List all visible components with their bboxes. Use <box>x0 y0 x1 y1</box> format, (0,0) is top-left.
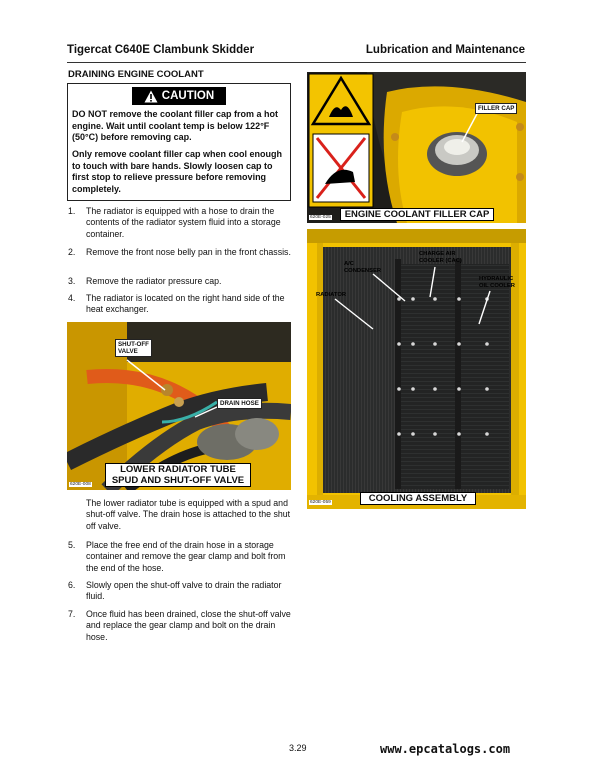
step-text: The radiator is located on the right hand side of the heat exchanger. <box>86 293 285 315</box>
step-number: 7. <box>68 609 76 619</box>
step-text: Slowly open the shut-off valve to drain the radiator fluid. <box>86 580 282 602</box>
cooling-assembly-illustration <box>307 229 526 509</box>
photo-lower-radiator-tube <box>67 322 291 490</box>
label-radiator: RADIATOR <box>316 292 347 298</box>
step-text: Place the free end of the drain hose in a storage container and remove the gear clamp and bolt from the end of the hose. <box>86 540 286 573</box>
callout-drain-hose: DRAIN HOSE <box>217 398 262 409</box>
step-text: Once fluid has been drained, close the shut-off valve and replace the gear clamp and bolt on the drain hose. <box>86 609 291 642</box>
step-text: Remove the front nose belly pan in the front chassis. <box>86 247 291 257</box>
step-number: 1. <box>68 206 76 216</box>
photo-id: 620E-059 <box>310 500 331 505</box>
caution-text-1: DO NOT remove the coolant filler cap from a hot engine. Wait until coolant temp is below 122°F (50°C) before removing cap. <box>72 109 279 142</box>
photo-id: 620E-008 <box>70 482 91 487</box>
step-text: Remove the radiator pressure cap. <box>86 276 222 286</box>
step-text: The radiator is equipped with a hose to drain the contents of the radiator system fluid into a storage container. <box>86 206 281 239</box>
step-number: 3. <box>68 276 76 286</box>
caution-text-2: Only remove coolant filler cap when cool enough to touch with bare hands. Slowly loosen cap to first stop to relieve pressure before removing completely. <box>72 149 283 194</box>
photo-id: 620E-025 <box>310 215 331 220</box>
callout-filler-cap: FILLER CAP <box>475 103 517 114</box>
callout-shutoff-valve: SHUT-OFF VALVE <box>115 339 152 357</box>
header-title: Tigercat C640E Clambunk Skidder <box>67 44 255 56</box>
photo-caption: LOWER RADIATOR TUBE SPUD AND SHUT-OFF VALVE <box>105 463 251 487</box>
filler-cap-illustration <box>307 72 526 223</box>
label-ac-condenser: A/C CONDENSER <box>344 261 382 274</box>
label-charge-air-cooler: CHARGE AIR COOLER (CAC) <box>419 251 462 264</box>
caution-banner <box>132 87 226 105</box>
section-title: DRAINING ENGINE COOLANT <box>68 69 204 80</box>
step-number: 4. <box>68 293 76 303</box>
warning-triangle-icon <box>144 90 158 103</box>
label-hydraulic-oil-cooler: HYDRAULIC OIL COOLER <box>479 276 515 289</box>
header-section: Lubrication and Maintenance <box>365 44 525 56</box>
caution-box <box>67 83 291 201</box>
photo-cooling-assembly <box>307 229 526 509</box>
header-rule <box>67 62 526 63</box>
caution-label: CAUTION <box>161 90 215 102</box>
photo-filler-cap <box>307 72 526 223</box>
photo-caption: COOLING ASSEMBLY <box>360 492 476 505</box>
footer-url[interactable]: www.epcatalogs.com <box>380 742 511 756</box>
step-number: 2. <box>68 247 76 257</box>
photo-caption: ENGINE COOLANT FILLER CAP <box>340 208 494 221</box>
step-text: The lower radiator tube is equipped with a spud and shut-off valve. The drain hose is attached to the shut off valve. <box>86 498 291 531</box>
step-number: 5. <box>68 540 76 550</box>
step-number: 6. <box>68 580 76 590</box>
page-number: 3.29 <box>289 743 307 753</box>
